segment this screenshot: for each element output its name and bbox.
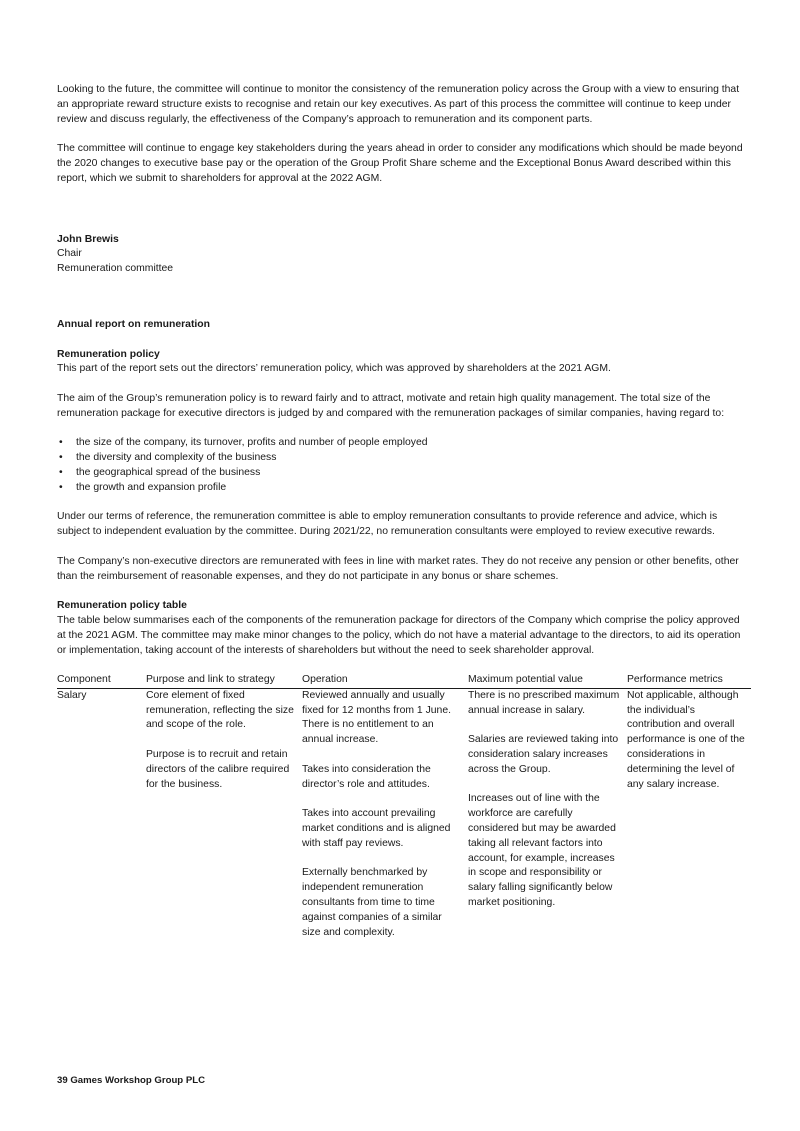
column-header: Maximum potential value [468,673,627,688]
annual-report-heading: Annual report on remuneration [57,318,210,330]
intro-paragraph-2: The committee will continue to engage key stakeholders during the years ahead in order to consider any modifications which should be made beyond the 2020 changes to executive base pay or the operation of the Group Profit Share scheme and the Exceptional Bonus Award described within this report, which we submit to shareholders for approval at the 2022 AGM. [57,143,743,184]
operation-cell [302,688,468,940]
list-item: • the growth and expansion profile [57,481,751,496]
component-label: Salary [57,689,87,701]
signatory-name: John Brewis [57,233,119,245]
remuneration-policy-table [57,673,751,940]
consultants-paragraph: Under our terms of reference, the remuneration committee is able to employ remuneration consultants to provide reference and advice, which is subject to independent evaluation by the committee. During 2021/22, no remuneration consultants were employed to review executive rewards. [57,511,718,538]
list-item: • the geographical spread of the business [57,466,751,481]
cell-paragraph: Not applicable, although the individual’s contribution and overall performance is one of the considerations in determining the level of any salary increase. [627,689,745,790]
column-header: Operation [302,673,468,688]
cell-paragraph: Reviewed annually and usually fixed for 12 months from 1 June. There is no entitlement to an annual increase. [302,689,452,746]
list-item: • the size of the company, its turnover, profits and number of people employed [57,436,751,451]
signatory-committee: Remuneration committee [57,263,174,275]
non-exec-paragraph: The Company’s non-executive directors are remunerated with fees in line with market rates. They do not receive any pension or other benefits, other than the reimbursement of reasonable expenses, and they do not participate in any bonus or share schemes. [57,555,739,582]
table-row [57,688,751,940]
cell-paragraph: Externally benchmarked by independent remuneration consultants from time to time against companies of a similar size and complexity. [302,867,442,938]
policy-intro: This part of the report sets out the directors’ remuneration policy, which was approved by shareholders at the 2021 AGM. [57,363,611,375]
criteria-list [57,436,751,495]
cell-paragraph: There is no prescribed maximum annual increase in salary. [468,689,620,716]
purpose-cell [146,688,302,940]
signature-block [57,233,751,277]
page-content [57,83,751,940]
metrics-cell [627,688,751,940]
cell-paragraph: Increases out of line with the workforce are carefully considered but may be awarded taking all relevant factors into account, for example, increases in scope and responsibility or salary falling significantly below market positioning. [468,793,616,909]
signatory-role: Chair [57,248,82,260]
column-header: Performance metrics [627,673,751,688]
cell-paragraph: Salaries are reviewed taking into consideration salary increases across the Group. [468,734,619,775]
intro-paragraph-1: Looking to the future, the committee will continue to monitor the consistency of the remuneration policy across the Group with a view to ensuring that an appropriate reward structure exists to recognise and retain our key executives. As part of this process the committee will continue to keep under review and discuss regularly, the effectiveness of the Company’s approach to remuneration and its component parts. [57,84,740,125]
cell-paragraph: Takes into consideration the director’s role and attitudes. [302,763,431,790]
page-footer: 39 Games Workshop Group PLC [57,1075,206,1086]
table-intro: The table below summarises each of the components of the remuneration package for directors of the Company which comprise the policy approved at the 2021 AGM. The committee may make minor changes to the policy, which do not have a material advantage to the directors, to aid its operation or implementation, taking account of the interests of shareholders but without the need to seek shareholder approval. [57,614,741,656]
column-header: Component [57,673,146,688]
policy-heading: Remuneration policy [57,348,160,360]
list-item: • the diversity and complexity of the business [57,451,751,466]
cell-paragraph: Takes into account prevailing market conditions and is aligned with staff pay reviews. [302,808,451,849]
cell-paragraph: Core element of fixed remuneration, reflecting the size and scope of the role. [146,689,294,731]
maximum-cell [468,688,627,940]
table-header-row [57,673,751,688]
column-header: Purpose and link to strategy [146,673,302,688]
cell-paragraph: Purpose is to recruit and retain directors of the calibre required for the business. [146,749,290,790]
component-cell [57,688,146,940]
policy-aim: The aim of the Group’s remuneration policy is to reward fairly and to attract, motivate and retain high quality management. The total size of the remuneration package for executive directors is judged by and compared with the remuneration packages of similar companies, having regard to: [57,392,725,419]
table-heading: Remuneration policy table [57,600,187,612]
